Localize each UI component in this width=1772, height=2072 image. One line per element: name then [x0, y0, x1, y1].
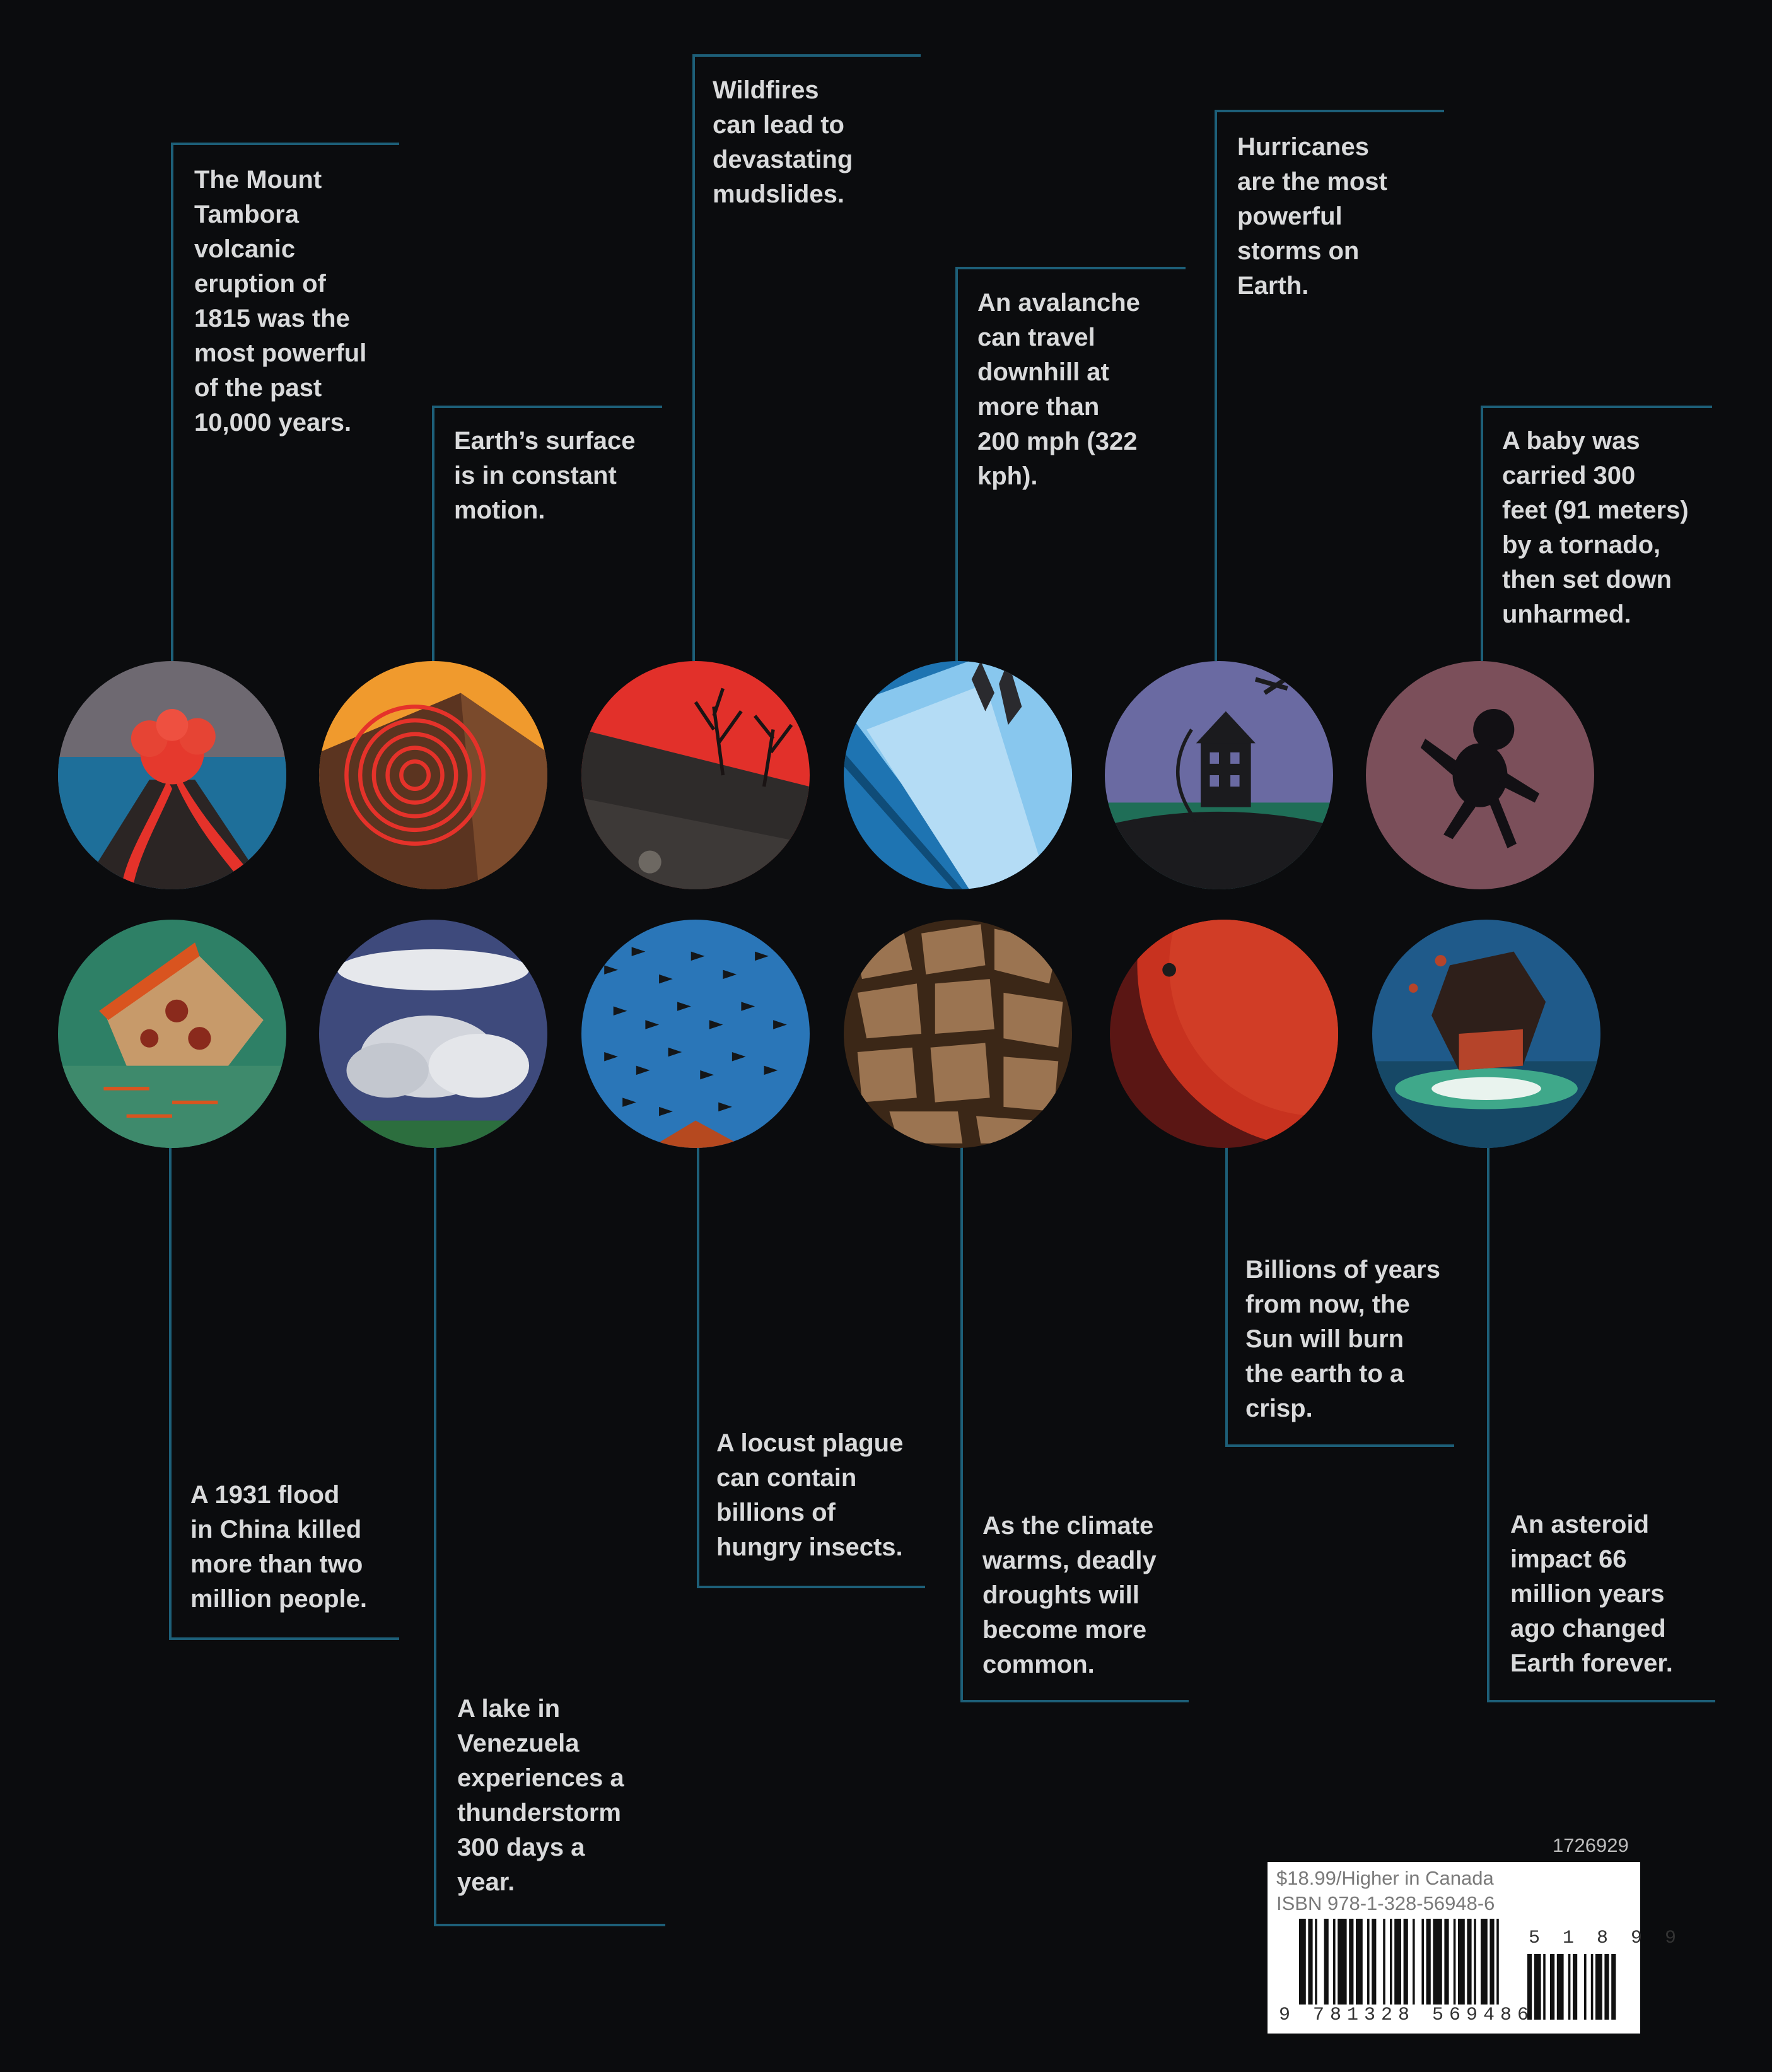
fact-line: A baby was — [1502, 427, 1640, 455]
fact-line: 1815 was the — [194, 305, 350, 332]
addon-digits: 5 1 8 9 9 — [1529, 1928, 1682, 1949]
fact-avalanche — [977, 286, 1140, 494]
fact-line: 300 days a — [457, 1834, 585, 1861]
fact-line: A lake in — [457, 1695, 561, 1723]
fact-line: thunderstorm — [457, 1799, 621, 1827]
fact-line: can lead to — [713, 111, 844, 139]
fact-line: by a tornado, — [1502, 531, 1661, 559]
fact-line: storms on — [1237, 237, 1360, 265]
fact-line: carried 300 — [1502, 462, 1636, 489]
fact-line: droughts will — [982, 1581, 1140, 1609]
fact-line: An asteroid — [1510, 1511, 1650, 1538]
fact-line: powerful — [1237, 202, 1343, 230]
fact-earthquake — [454, 424, 636, 528]
sun-illustration — [1110, 920, 1338, 1148]
wildfire-illustration — [581, 661, 810, 889]
fact-line: ago changed — [1510, 1615, 1666, 1642]
fact-line: volcanic — [194, 235, 296, 263]
avalanche-illustration — [844, 661, 1072, 889]
fact-line: hungry insects. — [716, 1533, 903, 1561]
fact-line: motion. — [454, 496, 545, 524]
fact-line: crisp. — [1245, 1395, 1313, 1422]
fact-sun — [1245, 1253, 1440, 1426]
hurricane-illustration — [1105, 661, 1333, 889]
fact-line: unharmed. — [1502, 600, 1631, 628]
fact-line: warms, deadly — [982, 1547, 1157, 1574]
isbn-label: ISBN 978-1-328-56948-6 — [1276, 1892, 1495, 1914]
fact-line: the earth to a — [1245, 1360, 1404, 1388]
fact-line: kph). — [977, 462, 1038, 490]
earthquake-illustration — [319, 661, 547, 889]
fact-wildfire — [713, 73, 853, 212]
fact-line: 200 mph (322 — [977, 428, 1138, 455]
fact-line: The Mount — [194, 166, 322, 194]
locust-illustration — [581, 920, 810, 1148]
drought-illustration — [844, 920, 1072, 1148]
fact-line: feet (91 meters) — [1502, 496, 1689, 524]
fact-asteroid — [1510, 1507, 1673, 1681]
fact-tornado — [1502, 424, 1689, 632]
fact-thunderstorm — [457, 1692, 624, 1900]
fact-line: from now, the — [1245, 1291, 1410, 1318]
fact-line: eruption of — [194, 270, 326, 298]
fact-line: most powerful — [194, 339, 367, 367]
fact-line: million years — [1510, 1580, 1665, 1608]
fact-line: downhill at — [977, 358, 1109, 386]
fact-line: Wildfires — [713, 76, 819, 104]
fact-line: Billions of years — [1245, 1256, 1440, 1284]
fact-line: in China killed — [190, 1516, 362, 1543]
fact-line: A locust plague — [716, 1429, 904, 1457]
barcode-digits: 9 781328 569486 — [1279, 2005, 1535, 2026]
fact-line: impact 66 — [1510, 1545, 1627, 1573]
price-label: $18.99/Higher in Canada — [1276, 1867, 1494, 1889]
fact-line: more than — [977, 393, 1100, 421]
fact-line: more than two — [190, 1550, 363, 1578]
fact-line: can travel — [977, 324, 1095, 351]
fact-line: then set down — [1502, 566, 1672, 594]
fact-hurricane — [1237, 130, 1387, 303]
fact-line: billions of — [716, 1499, 836, 1526]
fact-volcano — [194, 163, 366, 440]
fact-line: are the most — [1237, 168, 1387, 196]
fact-line: Earth. — [1237, 272, 1309, 300]
catalog-number: 1726929 — [1553, 1834, 1629, 1856]
fact-line: 10,000 years. — [194, 409, 352, 436]
fact-line: experiences a — [457, 1764, 624, 1792]
fact-line: As the climate — [982, 1512, 1154, 1540]
fact-line: Tambora — [194, 201, 299, 228]
fact-flood — [190, 1478, 367, 1617]
price-barcode-box — [1268, 1862, 1682, 2034]
flood-illustration — [58, 920, 286, 1148]
fact-line: Sun will burn — [1245, 1325, 1404, 1353]
tornado-illustration — [1366, 661, 1594, 889]
volcano-illustration — [58, 661, 286, 889]
fact-line: million people. — [190, 1585, 368, 1613]
fact-line: is in constant — [454, 462, 617, 489]
fact-line: Earth forever. — [1510, 1649, 1673, 1677]
fact-drought — [982, 1509, 1157, 1682]
fact-line: of the past — [194, 374, 322, 402]
fact-line: devastating — [713, 146, 853, 173]
thunderstorm-illustration — [319, 920, 547, 1148]
fact-line: Hurricanes — [1237, 133, 1369, 161]
fact-line: become more — [982, 1616, 1147, 1644]
fact-line: common. — [982, 1651, 1095, 1678]
fact-line: An avalanche — [977, 289, 1140, 317]
asteroid-illustration — [1372, 920, 1600, 1148]
fact-line: A 1931 flood — [190, 1481, 340, 1509]
fact-line: Venezuela — [457, 1730, 580, 1757]
fact-locust — [716, 1426, 903, 1565]
fact-line: can contain — [716, 1464, 857, 1492]
fact-line: mudslides. — [713, 180, 844, 208]
fact-line: Earth’s surface — [454, 427, 636, 455]
fact-line: year. — [457, 1868, 515, 1896]
